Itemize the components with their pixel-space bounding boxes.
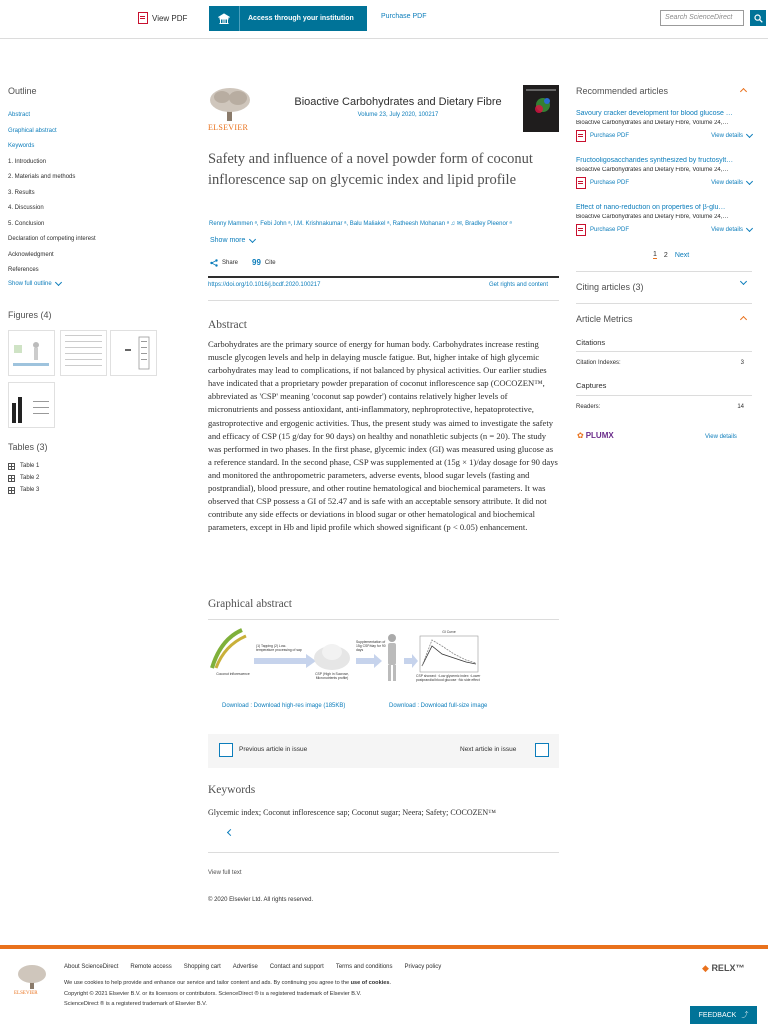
- footer-link[interactable]: Terms and conditions: [335, 964, 393, 970]
- access-institution-button[interactable]: [209, 6, 367, 31]
- journal-header: [208, 82, 559, 134]
- ga-label-coconut: Coconut inflorescence: [216, 672, 250, 676]
- plumx-icon: ✿: [577, 431, 584, 440]
- abstract-heading: Abstract: [208, 319, 247, 331]
- divider: [576, 303, 752, 304]
- share-label: Share: [222, 259, 239, 266]
- figure-thumbnail[interactable]: [60, 330, 107, 376]
- footer-link[interactable]: Advertise: [232, 964, 258, 970]
- show-more-button[interactable]: [210, 237, 255, 244]
- divider: [208, 852, 559, 853]
- recommended-article-source: Bioactive Carbohydrates and Dietary Fibre, Volume 24,…: [576, 120, 729, 126]
- feedback-button[interactable]: [690, 1006, 757, 1024]
- rights-link[interactable]: Get rights and content: [489, 282, 549, 288]
- outline-item[interactable]: 5. Conclusion: [8, 220, 45, 227]
- pdf-icon: [138, 12, 148, 24]
- journal-cover-image[interactable]: [523, 85, 559, 132]
- citation-indexes-value: 3: [740, 360, 744, 366]
- outline-item[interactable]: References: [8, 267, 39, 273]
- next-page-label: Next: [674, 251, 690, 259]
- share-button[interactable]: [210, 258, 238, 267]
- pdf-icon: [576, 177, 586, 189]
- use-of-cookies-link[interactable]: use of cookies: [350, 980, 390, 986]
- footer-copyright: Copyright © 2021 Elsevier B.V. or its licensors or contributors. ScienceDirect ® is a registered trademark of Elsevier B.V.: [64, 991, 362, 997]
- recommended-article: [576, 204, 752, 236]
- figures-panel: [8, 310, 52, 332]
- divider: [576, 271, 752, 272]
- recommended-article-title[interactable]: Fructooligosaccharides synthesized by fructosylt…: [576, 157, 734, 164]
- figure-thumbnail[interactable]: [8, 330, 55, 376]
- outline-item[interactable]: Abstract: [8, 112, 31, 118]
- outline-item[interactable]: Acknowledgment: [8, 251, 54, 258]
- figures-heading: Figures (4): [8, 310, 52, 320]
- pdf-icon: [576, 130, 586, 142]
- page-2-button[interactable]: 2: [663, 251, 668, 259]
- divider: [208, 619, 559, 620]
- recommended-article-source: Bioactive Carbohydrates and Dietary Fibre, Volume 24,…: [576, 214, 729, 220]
- search-input[interactable]: Search ScienceDirect: [660, 10, 744, 26]
- outline-item[interactable]: Keywords: [8, 143, 35, 149]
- recommended-article: [576, 110, 752, 142]
- ga-label-result: CSP showed: ↑Low glycemic index ↑Lower postprandial blood glucose ↑No side effect: [416, 674, 481, 682]
- cookie-notice-text: We use cookies to help provide and enhance our service and tailor content and ads. By continuing you agree to the: [64, 980, 351, 986]
- outline-list: [8, 108, 158, 279]
- elsevier-wordmark: ELSEVIER: [208, 123, 249, 132]
- show-full-outline-label: Show full outline: [8, 280, 52, 287]
- view-details-link[interactable]: [711, 130, 752, 142]
- view-details-label: View details: [711, 133, 743, 139]
- feedback-label: FEEDBACK: [698, 1011, 737, 1019]
- recommended-article-title[interactable]: Savoury cracker development for blood glucose …: [576, 110, 733, 117]
- recommended-heading: Recommended articles: [576, 86, 669, 96]
- view-details-link[interactable]: [711, 177, 752, 189]
- recommended-header[interactable]: [576, 86, 752, 96]
- recommended-article: [576, 157, 752, 189]
- relx-label: RELX™: [711, 963, 745, 973]
- readers-label: Readers:: [576, 404, 601, 410]
- plumx-label: PLUMX: [585, 431, 614, 440]
- purchase-pdf-label: Purchase PDF: [590, 180, 630, 186]
- pdf-icon: [576, 224, 586, 236]
- relx-logo[interactable]: [702, 963, 744, 974]
- view-pdf-label: View PDF: [152, 13, 188, 23]
- outline-heading: Outline: [8, 86, 37, 96]
- search-icon: [754, 14, 763, 23]
- citation-indexes-row: [576, 360, 744, 366]
- graphical-abstract-heading: Graphical abstract: [208, 598, 292, 610]
- view-details-label: View details: [711, 227, 743, 233]
- plumx-logo[interactable]: [577, 431, 614, 440]
- recommended-article-source: Bioactive Carbohydrates and Dietary Fibre, Volume 24,…: [576, 167, 729, 173]
- outline-item[interactable]: Declaration of competing interest: [8, 236, 96, 242]
- chevron-up-icon: [740, 316, 747, 323]
- page-1-button[interactable]: 1: [653, 251, 657, 258]
- purchase-pdf-link[interactable]: [576, 177, 629, 189]
- readers-value: 14: [737, 404, 744, 410]
- keywords-heading: Keywords: [208, 784, 256, 796]
- outline-item[interactable]: 3. Results: [8, 189, 35, 196]
- table-link[interactable]: [8, 460, 48, 472]
- table-icon: [8, 475, 15, 482]
- keywords-list: Glycemic index; Coconut inflorescence sap; Coconut sugar; Neera; Safety; COCOZEN™: [208, 808, 496, 817]
- footer-link[interactable]: About ScienceDirect: [64, 964, 119, 970]
- view-full-text-link[interactable]: View full text: [208, 870, 242, 876]
- chevron-down-icon: [55, 278, 62, 285]
- cite-label: Cite: [264, 259, 276, 266]
- footer-trademark: ScienceDirect ® is a registered trademark of Elsevier B.V.: [64, 1001, 207, 1007]
- readers-row: [576, 404, 744, 410]
- cookie-notice: We use cookies to help provide and enhance our service and tailor content and ads. By continuing you agree to the use of cookies.: [64, 980, 392, 986]
- footer-link[interactable]: Shopping cart: [183, 964, 221, 970]
- graphical-abstract-svg: [208, 628, 559, 688]
- copyright-text: © 2020 Elsevier Ltd. All rights reserved.: [208, 897, 314, 903]
- footer-link[interactable]: Remote access: [130, 964, 172, 970]
- metrics-view-details-link[interactable]: [705, 434, 737, 440]
- share-cite-bar: [210, 258, 276, 267]
- figure-thumbnail[interactable]: [110, 330, 157, 376]
- journal-title-link[interactable]: Bioactive Carbohydrates and Dietary Fibre: [294, 96, 502, 108]
- table-icon: [8, 487, 15, 494]
- chevron-down-icon: [740, 278, 747, 285]
- ga-label-csp: CSP (High in Sucrose, Micronutrients profile): [315, 672, 349, 680]
- view-details-link[interactable]: [711, 224, 752, 236]
- purchase-pdf-label: Purchase PDF: [590, 133, 630, 139]
- metrics-view-details-label: View details: [705, 434, 737, 440]
- search-button[interactable]: [750, 10, 766, 26]
- citations-heading: Citations: [576, 338, 606, 347]
- recommended-article-title[interactable]: Effect of nano-reduction on properties of β-glu…: [576, 204, 726, 211]
- footer-link[interactable]: Privacy policy: [404, 964, 442, 970]
- table-link[interactable]: [8, 484, 48, 496]
- view-pdf-button[interactable]: [138, 12, 187, 24]
- purchase-pdf-label: Purchase PDF: [590, 227, 630, 233]
- purchase-pdf-link[interactable]: [576, 130, 629, 142]
- elsevier-footer-wordmark: ELSEVIER: [14, 991, 38, 996]
- table-label: Table 2: [20, 475, 40, 481]
- doi-link[interactable]: https://doi.org/10.1016/j.bcdf.2020.100217: [208, 282, 321, 288]
- chevron-down-icon: [746, 131, 753, 138]
- citing-articles-heading: Citing articles (3): [576, 282, 644, 292]
- top-toolbar: [0, 0, 768, 39]
- divider: [208, 276, 559, 278]
- ga-label-supplementation: Supplementation of 15g CSP/day for 90 days: [356, 640, 386, 652]
- article-title: Safety and influence of a novel powder form of coconut inflorescence sap on glycemic index and lipid profile: [208, 151, 533, 188]
- ga-chart-title: GI Curve: [442, 630, 456, 634]
- footer-links: [64, 964, 441, 970]
- citation-indexes-label: Citation Indexes:: [576, 360, 621, 366]
- ga-label-step: (1) Tapping (2) Low-temperature processing of sap: [256, 644, 302, 652]
- elsevier-tree-logo: [208, 86, 252, 122]
- table-label: Table 3: [20, 487, 40, 493]
- tables-heading: Tables (3): [8, 442, 48, 452]
- citing-articles-header[interactable]: [576, 282, 752, 292]
- previous-article-label[interactable]: Previous article in issue: [239, 746, 308, 753]
- author-list[interactable]: Renny Mammen ᵃ, Febi John ᵃ, I.M. Krishnakumar ᵃ, Balu Maliakel ᵃ, Ratheesh Mohanan ᵃ ♫ ✉, Bradley Pleenor ᵃ: [209, 221, 512, 227]
- abstract-text: Carbohydrates are the primary source of energy for human body. Carbohydrates increase resting muscle glycogen levels and help in delaying muscle fatigue. But, higher intake of high glycemic carbohydrates may lead to complications, if not balanced by physical activities. Our earlier studies have indicated that a proprietary powder preparation of coconut inflorescence sap (COCOZEN™, abbreviated as 'CSP' meaning 'coconut sap powder') contains relatively higher levels of micronutrients and possess antioxidant, anti-inflammatory, nephroprotective, hepatoprotective, gastroprotective and ergogenic activities. Thus, the present study was aimed to investigate the safety and efficacy of CSP (15 g/day for 90 days) on healthy and nonathletic subjects (n = 20). The study was performed in two phases. In the first phase, glycemic index (GI) was measured using glucose as a reference standard. In the second phase, CSP was supplemented at (15g × 1)/day dosage for 90 days and monitored the anthropometric parameters, adverse events, blood sugar levels (fasting and postprandial), blood pressure, and other routine hematological and biochemical parameters. It was observed that CSP possess a GI of 52.47 and is safe with an acceptable sensory attribute. It did not contribute any side effects or deviations in blood sugar or other hematological and biochemical parameters, except in Hb and lipid profile which showed significant (p < 0.05) enhancement.: [208, 339, 558, 533]
- access-institution-label: Access through your institution: [248, 15, 354, 22]
- chevron-left-icon: [227, 829, 234, 836]
- feedback-icon: ⤴: [741, 1012, 749, 1019]
- divider: [576, 395, 752, 396]
- table-link[interactable]: [8, 472, 48, 484]
- divider: [576, 351, 752, 352]
- chevron-down-icon: [249, 235, 256, 242]
- chevron-down-icon: [746, 225, 753, 232]
- outline-item[interactable]: 1. Introduction: [8, 158, 47, 165]
- chevron-up-icon: [740, 88, 747, 95]
- footer-link[interactable]: Contact and support: [269, 964, 324, 970]
- purchase-pdf-link[interactable]: [576, 224, 629, 236]
- previous-article-button[interactable]: [219, 743, 233, 757]
- relx-icon: ◆: [702, 963, 709, 973]
- download-fullsize-link[interactable]: Download : Download full-size image: [389, 703, 488, 709]
- next-page-button[interactable]: [675, 252, 689, 259]
- outline-item[interactable]: 2. Materials and methods: [8, 174, 76, 180]
- show-full-outline-button[interactable]: [8, 281, 158, 287]
- next-article-label[interactable]: Next article in issue: [460, 746, 517, 753]
- outline-panel: [8, 86, 158, 287]
- quote-icon: 99: [252, 258, 261, 267]
- download-hires-link[interactable]: Download : Download high-res image (185KB): [222, 703, 346, 709]
- outline-item[interactable]: Graphical abstract: [8, 127, 57, 134]
- cite-button[interactable]: [252, 258, 276, 267]
- institution-icon: [209, 6, 240, 31]
- graphical-abstract-image[interactable]: [208, 628, 559, 688]
- journal-volume-link[interactable]: Volume 23, July 2020, 100217: [357, 112, 439, 118]
- figure-thumbnail[interactable]: [8, 382, 55, 428]
- table-icon: [8, 463, 15, 470]
- article-metrics-heading: Article Metrics: [576, 314, 633, 324]
- tables-panel: [8, 442, 48, 496]
- table-label: Table 1: [20, 463, 40, 469]
- chevron-down-icon: [746, 178, 753, 185]
- footer: [0, 945, 768, 1028]
- outline-item[interactable]: 4. Discussion: [8, 205, 44, 211]
- next-article-button[interactable]: [535, 743, 549, 757]
- show-more-label: Show more: [210, 237, 246, 244]
- view-details-label: View details: [711, 180, 743, 186]
- elsevier-footer-logo: [16, 963, 48, 991]
- divider: [208, 300, 559, 301]
- captures-heading: Captures: [576, 381, 607, 390]
- article-metrics-header[interactable]: [576, 314, 752, 324]
- article-nav: [208, 734, 559, 768]
- share-icon: [210, 259, 218, 267]
- purchase-pdf-link[interactable]: Purchase PDF: [381, 13, 427, 20]
- recommended-pagination: [653, 251, 689, 259]
